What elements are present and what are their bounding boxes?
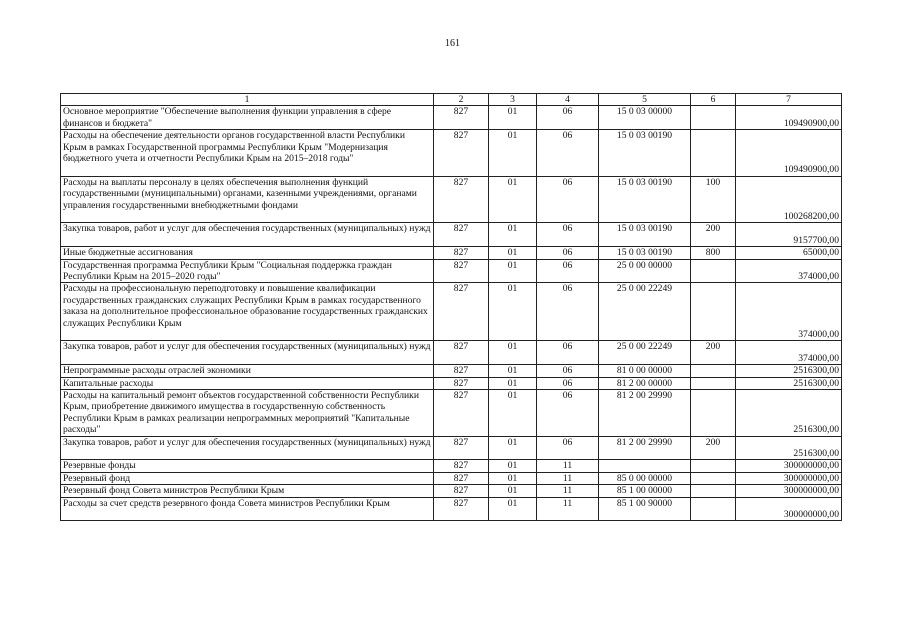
subsection-code: 06 — [537, 436, 599, 460]
table-row — [61, 106, 842, 130]
column-header: 5 — [599, 94, 691, 106]
page-number: 161 — [445, 38, 460, 49]
subsection-code: 11 — [537, 497, 599, 521]
amount: 300000000,00 — [736, 460, 842, 472]
subsection-code: 06 — [537, 106, 599, 130]
column-header: 3 — [489, 94, 537, 106]
expense-type-code — [691, 460, 736, 472]
target-article-code: 25 0 00 22249 — [599, 341, 691, 365]
table-row — [61, 223, 842, 247]
column-header: 1 — [61, 94, 434, 106]
admin-code: 827 — [434, 460, 489, 472]
table-row — [61, 497, 842, 521]
expense-type-code: 200 — [691, 341, 736, 365]
amount: 2516300,00 — [736, 390, 842, 437]
amount: 374000,00 — [736, 341, 842, 365]
subsection-code: 06 — [537, 365, 599, 377]
amount: 374000,00 — [736, 259, 842, 283]
table-row — [61, 436, 842, 460]
target-article-code: 15 0 03 00190 — [599, 247, 691, 259]
target-article-code: 81 2 00 29990 — [599, 390, 691, 437]
row-name: Расходы на капитальный ремонт объектов государственной собственности Республики Крым, приобретение движимого имущества в государственную собственность Республики Крым в рамках реализации непрограммных мероприятий "Капитальные расходы" — [61, 390, 434, 437]
budget-table — [60, 93, 842, 521]
row-name: Капитальные расходы — [61, 377, 434, 389]
column-header: 4 — [537, 94, 599, 106]
amount: 109490900,00 — [736, 106, 842, 130]
expense-type-code — [691, 283, 736, 341]
table-row — [61, 472, 842, 484]
table-row — [61, 283, 842, 341]
row-name: Расходы на обеспечение деятельности органов государственной власти Республики Крым в рамках Государственной программы Республики Крым "Модернизация бюджетного учета и отчетности Республики Крым на 2015–2018 годы" — [61, 130, 434, 177]
row-name: Расходы на выплаты персоналу в целях обеспечения выполнения функций государственными (муниципальными) органами, казенными учреждениями, органами управления государственными внебюджетными фондами — [61, 176, 434, 223]
expense-type-code — [691, 365, 736, 377]
admin-code: 827 — [434, 497, 489, 521]
section-code: 01 — [489, 460, 537, 472]
target-article-code: 25 0 00 00000 — [599, 259, 691, 283]
expense-type-code — [691, 472, 736, 484]
row-name: Непрограммные расходы отраслей экономики — [61, 365, 434, 377]
expense-type-code — [691, 485, 736, 497]
section-code: 01 — [489, 106, 537, 130]
expense-type-code — [691, 106, 736, 130]
admin-code: 827 — [434, 283, 489, 341]
admin-code: 827 — [434, 223, 489, 247]
amount: 9157700,00 — [736, 223, 842, 247]
admin-code: 827 — [434, 106, 489, 130]
section-code: 01 — [489, 247, 537, 259]
target-article-code: 85 1 00 00000 — [599, 485, 691, 497]
expense-type-code: 100 — [691, 176, 736, 223]
subsection-code: 06 — [537, 247, 599, 259]
admin-code: 827 — [434, 472, 489, 484]
section-code: 01 — [489, 259, 537, 283]
amount: 2516300,00 — [736, 365, 842, 377]
admin-code: 827 — [434, 176, 489, 223]
target-article-code: 81 2 00 00000 — [599, 377, 691, 389]
section-code: 01 — [489, 176, 537, 223]
row-name: Резервный фонд — [61, 472, 434, 484]
column-header: 7 — [736, 94, 842, 106]
admin-code: 827 — [434, 130, 489, 177]
section-code: 01 — [489, 485, 537, 497]
row-name: Закупка товаров, работ и услуг для обеспечения государственных (муниципальных) нужд — [61, 436, 434, 460]
subsection-code: 06 — [537, 377, 599, 389]
target-article-code — [599, 460, 691, 472]
amount: 65000,00 — [736, 247, 842, 259]
admin-code: 827 — [434, 247, 489, 259]
section-code: 01 — [489, 497, 537, 521]
amount: 2516300,00 — [736, 436, 842, 460]
amount: 100268200,00 — [736, 176, 842, 223]
section-code: 01 — [489, 365, 537, 377]
section-code: 01 — [489, 377, 537, 389]
target-article-code: 15 0 03 00000 — [599, 106, 691, 130]
admin-code: 827 — [434, 341, 489, 365]
column-header: 6 — [691, 94, 736, 106]
target-article-code: 25 0 00 22249 — [599, 283, 691, 341]
section-code: 01 — [489, 130, 537, 177]
target-article-code: 81 0 00 00000 — [599, 365, 691, 377]
subsection-code: 06 — [537, 283, 599, 341]
table-row — [61, 377, 842, 389]
target-article-code: 15 0 03 00190 — [599, 223, 691, 247]
expense-type-code: 200 — [691, 436, 736, 460]
section-code: 01 — [489, 472, 537, 484]
expense-type-code — [691, 259, 736, 283]
admin-code: 827 — [434, 390, 489, 437]
expense-type-code: 200 — [691, 223, 736, 247]
amount: 300000000,00 — [736, 472, 842, 484]
table-row — [61, 365, 842, 377]
expense-type-code — [691, 390, 736, 437]
subsection-code: 06 — [537, 223, 599, 247]
amount: 300000000,00 — [736, 497, 842, 521]
amount: 109490900,00 — [736, 130, 842, 177]
table-row — [61, 259, 842, 283]
table-row — [61, 176, 842, 223]
expense-type-code — [691, 497, 736, 521]
subsection-code: 06 — [537, 390, 599, 437]
row-name: Резервные фонды — [61, 460, 434, 472]
admin-code: 827 — [434, 485, 489, 497]
target-article-code: 85 1 00 90000 — [599, 497, 691, 521]
table-row — [61, 247, 842, 259]
amount: 2516300,00 — [736, 377, 842, 389]
row-name: Основное мероприятие "Обеспечение выполнения функции управления в сфере финансов и бюджета" — [61, 106, 434, 130]
row-name: Государственная программа Республики Крым "Социальная поддержка граждан Республики Крым на 2015–2020 годы" — [61, 259, 434, 283]
table-row — [61, 460, 842, 472]
row-name: Резервный фонд Совета министров Республики Крым — [61, 485, 434, 497]
admin-code: 827 — [434, 436, 489, 460]
section-code: 01 — [489, 390, 537, 437]
row-name: Расходы за счет средств резервного фонда Совета министров Республики Крым — [61, 497, 434, 521]
section-code: 01 — [489, 283, 537, 341]
admin-code: 827 — [434, 377, 489, 389]
table-row — [61, 130, 842, 177]
row-name: Закупка товаров, работ и услуг для обеспечения государственных (муниципальных) нужд — [61, 341, 434, 365]
row-name: Иные бюджетные ассигнования — [61, 247, 434, 259]
section-code: 01 — [489, 223, 537, 247]
row-name: Расходы на профессиональную переподготовку и повышение квалификации государственных гражданских служащих Республики Крым в рамках государственного заказа на дополнительное профессиональное образование государственных гражданских служащих Республики Крым — [61, 283, 434, 341]
table-row — [61, 341, 842, 365]
target-article-code: 85 0 00 00000 — [599, 472, 691, 484]
subsection-code: 11 — [537, 485, 599, 497]
target-article-code: 15 0 03 00190 — [599, 176, 691, 223]
amount: 374000,00 — [736, 283, 842, 341]
subsection-code: 06 — [537, 341, 599, 365]
admin-code: 827 — [434, 259, 489, 283]
section-code: 01 — [489, 436, 537, 460]
expense-type-code: 800 — [691, 247, 736, 259]
table-row — [61, 390, 842, 437]
expense-type-code — [691, 130, 736, 177]
table-row — [61, 485, 842, 497]
subsection-code: 11 — [537, 472, 599, 484]
expense-type-code — [691, 377, 736, 389]
section-code: 01 — [489, 341, 537, 365]
header-row — [61, 94, 842, 106]
subsection-code: 06 — [537, 176, 599, 223]
target-article-code: 15 0 03 00190 — [599, 130, 691, 177]
subsection-code: 11 — [537, 460, 599, 472]
target-article-code: 81 2 00 29990 — [599, 436, 691, 460]
subsection-code: 06 — [537, 130, 599, 177]
admin-code: 827 — [434, 365, 489, 377]
amount: 300000000,00 — [736, 485, 842, 497]
subsection-code: 06 — [537, 259, 599, 283]
row-name: Закупка товаров, работ и услуг для обеспечения государственных (муниципальных) нужд — [61, 223, 434, 247]
column-header: 2 — [434, 94, 489, 106]
